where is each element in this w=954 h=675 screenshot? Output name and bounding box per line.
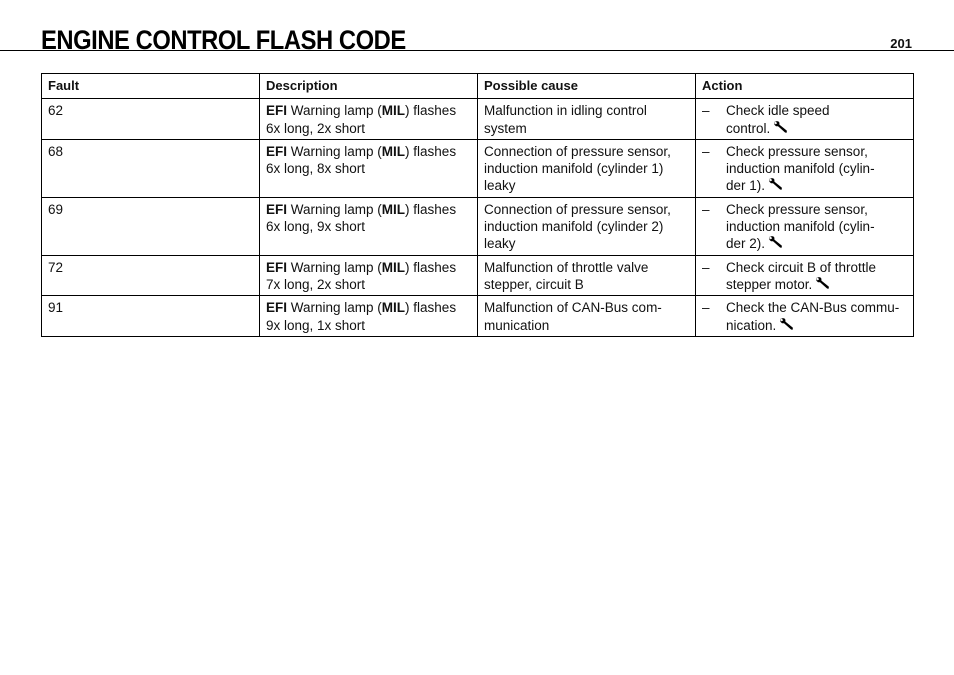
action-text (726, 299, 907, 334)
description-cell (260, 139, 478, 197)
action-line: Check the CAN-Bus commu- (726, 300, 900, 316)
description-text: Warning lamp ( (287, 259, 382, 275)
action-bullet: – (702, 143, 710, 159)
description-text: ) flashes (405, 103, 457, 119)
action-text (726, 102, 907, 137)
page-number: 201 (890, 36, 912, 51)
cause-line: Connection of pressure sensor, (484, 201, 671, 217)
table-row (42, 296, 914, 337)
wrench-icon (815, 276, 830, 290)
fault-code: 62 (42, 99, 260, 140)
action-line: Check pressure sensor, (726, 201, 868, 217)
mil-label: MIL (381, 259, 406, 275)
efi-label: EFI (266, 201, 288, 217)
page-title: ENGINE CONTROL FLASH CODE (41, 25, 406, 55)
action-cell (696, 296, 914, 337)
table-row (42, 139, 914, 197)
cause-line: leaky (484, 236, 516, 252)
mil-label: MIL (381, 300, 406, 316)
description-cell (260, 99, 478, 140)
action-line: stepper motor. (726, 276, 813, 292)
table-header-row (42, 74, 914, 99)
efi-label: EFI (266, 103, 288, 119)
action-line: der 2). (726, 236, 766, 252)
cause-line: induction manifold (cylinder 1) (484, 161, 664, 177)
description-text: ) flashes (405, 201, 457, 217)
action-cell (696, 197, 914, 255)
description-text: Warning lamp ( (287, 201, 382, 217)
action-line: induction manifold (cylin- (726, 219, 875, 235)
column-header-fault: Fault (42, 74, 260, 99)
description-text: ) flashes (405, 143, 457, 159)
cause-line: system (484, 120, 527, 136)
table-row (42, 255, 914, 296)
mil-label: MIL (381, 143, 406, 159)
action-cell (696, 255, 914, 296)
action-line: Check pressure sensor, (726, 143, 868, 159)
fault-code: 69 (42, 197, 260, 255)
action-bullet: – (702, 201, 710, 217)
efi-label: EFI (266, 300, 288, 316)
cause-line: Malfunction of throttle valve (484, 259, 649, 275)
action-bullet: – (702, 259, 710, 275)
possible-cause-cell (478, 197, 696, 255)
cause-line: leaky (484, 178, 516, 194)
action-line: induction manifold (cylin- (726, 161, 875, 177)
table-row (42, 197, 914, 255)
mil-label: MIL (381, 201, 406, 217)
flash-code-table (41, 73, 914, 337)
possible-cause-cell (478, 296, 696, 337)
action-cell (696, 99, 914, 140)
action-line: control. (726, 120, 771, 136)
cause-line: Connection of pressure sensor, (484, 143, 671, 159)
cause-line: Malfunction in idling control (484, 103, 647, 119)
efi-label: EFI (266, 143, 288, 159)
cause-line: munication (484, 317, 550, 333)
action-bullet: – (702, 300, 710, 316)
description-cell (260, 255, 478, 296)
cause-line: induction manifold (cylinder 2) (484, 219, 664, 235)
cause-line: Malfunction of CAN-Bus com- (484, 300, 662, 316)
wrench-icon (773, 120, 788, 134)
description-text: ) flashes (405, 300, 457, 316)
description-cell (260, 197, 478, 255)
flash-pattern: 6x long, 2x short (266, 120, 366, 136)
description-text: Warning lamp ( (287, 143, 382, 159)
fault-code: 91 (42, 296, 260, 337)
action-cell (696, 139, 914, 197)
possible-cause-cell (478, 139, 696, 197)
description-cell (260, 296, 478, 337)
action-bullet: – (702, 103, 710, 119)
efi-label: EFI (266, 259, 288, 275)
possible-cause-cell (478, 255, 696, 296)
fault-code: 72 (42, 255, 260, 296)
description-text: Warning lamp ( (287, 300, 382, 316)
wrench-icon (768, 235, 783, 249)
column-header-action: Action (696, 74, 914, 99)
wrench-icon (779, 317, 794, 331)
fault-code: 68 (42, 139, 260, 197)
action-text (726, 143, 907, 195)
header-rule (0, 50, 954, 51)
action-line: Check circuit B of throttle (726, 259, 877, 275)
column-header-possible-cause: Possible cause (478, 74, 696, 99)
action-line: der 1). (726, 178, 766, 194)
cause-line: stepper, circuit B (484, 276, 584, 292)
description-text: ) flashes (405, 259, 457, 275)
possible-cause-cell (478, 99, 696, 140)
action-text (726, 201, 907, 253)
mil-label: MIL (381, 103, 406, 119)
action-text (726, 259, 907, 294)
table-row (42, 99, 914, 140)
flash-pattern: 6x long, 8x short (266, 161, 366, 177)
flash-pattern: 6x long, 9x short (266, 219, 366, 235)
flash-pattern: 9x long, 1x short (266, 317, 366, 333)
action-line: nication. (726, 317, 777, 333)
action-line: Check idle speed (726, 103, 830, 119)
description-text: Warning lamp ( (287, 103, 382, 119)
wrench-icon (768, 177, 783, 191)
flash-pattern: 7x long, 2x short (266, 276, 366, 292)
column-header-description: Description (260, 74, 478, 99)
